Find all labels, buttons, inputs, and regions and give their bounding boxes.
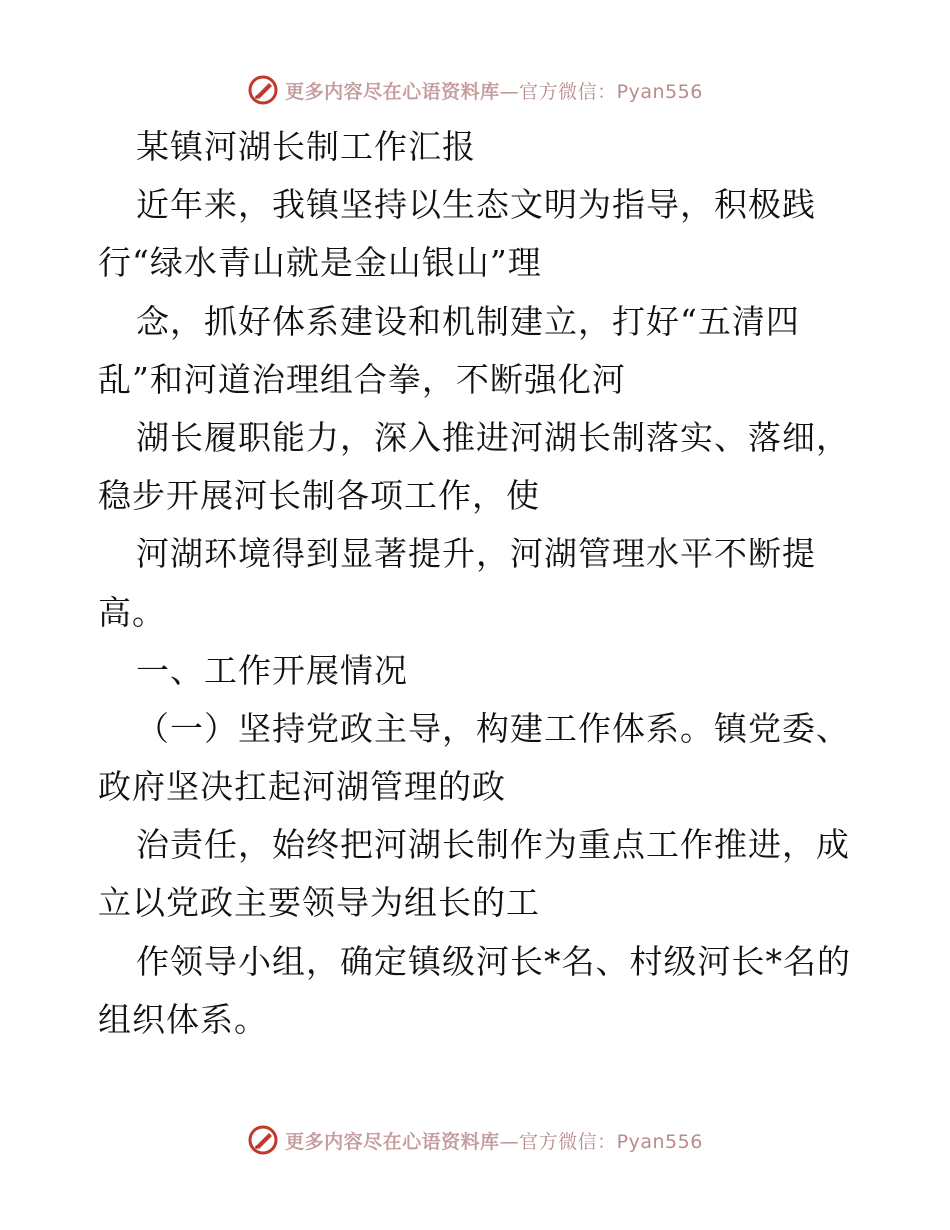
watermark-text-main: 更多内容尽在心语资料库 [285,1130,500,1153]
paragraph-line: 高。 [98,592,166,632]
paragraph-line: 乱”和河道治理组合拳，不断强化河 [98,359,626,399]
paragraph-line: 立以党政主要领导为组长的工 [98,883,540,923]
document-body [98,118,858,1049]
brand-logo-icon [247,1124,279,1156]
watermark-text-main: 更多内容尽在心语资料库 [285,80,500,103]
paragraph-line: 作领导小组，确定镇级河长*名、村级河长*名的 [136,941,851,981]
paragraph-line: 治责任，始终把河湖长制作为重点工作推进，成 [136,825,850,865]
watermark-text-rest: —官方微信：Pyan556 [499,80,703,103]
paragraph-line: 河湖环境得到显著提升，河湖管理水平不断提 [136,534,816,574]
watermark-text [285,1127,703,1154]
watermark-text [285,77,703,104]
paragraph-line: 念，抓好体系建设和机制建立，打好“五清四 [136,301,800,341]
paragraph-line: 近年来，我镇坚持以生态文明为指导，积极践 [136,185,816,225]
watermark-banner-bottom [0,1120,950,1160]
paragraph-line: 政府坚决扛起河湖管理的政 [98,767,506,807]
paragraph-line: 行“绿水青山就是金山银山”理 [98,243,542,283]
section-heading: 一、工作开展情况 [136,650,408,690]
paragraph-line: 湖长履职能力，深入推进河湖长制落实、落细， [136,417,850,457]
watermark-banner-top [0,70,950,110]
paragraph-line: （一）坚持党政主导，构建工作体系。镇党委、 [136,708,850,748]
watermark-text-rest: —官方微信：Pyan556 [499,1130,703,1153]
paragraph-line: 组织体系。 [98,999,268,1039]
brand-logo-icon [247,74,279,106]
document-title: 某镇河湖长制工作汇报 [136,127,476,166]
paragraph-line: 稳步开展河长制各项工作，使 [98,476,540,516]
